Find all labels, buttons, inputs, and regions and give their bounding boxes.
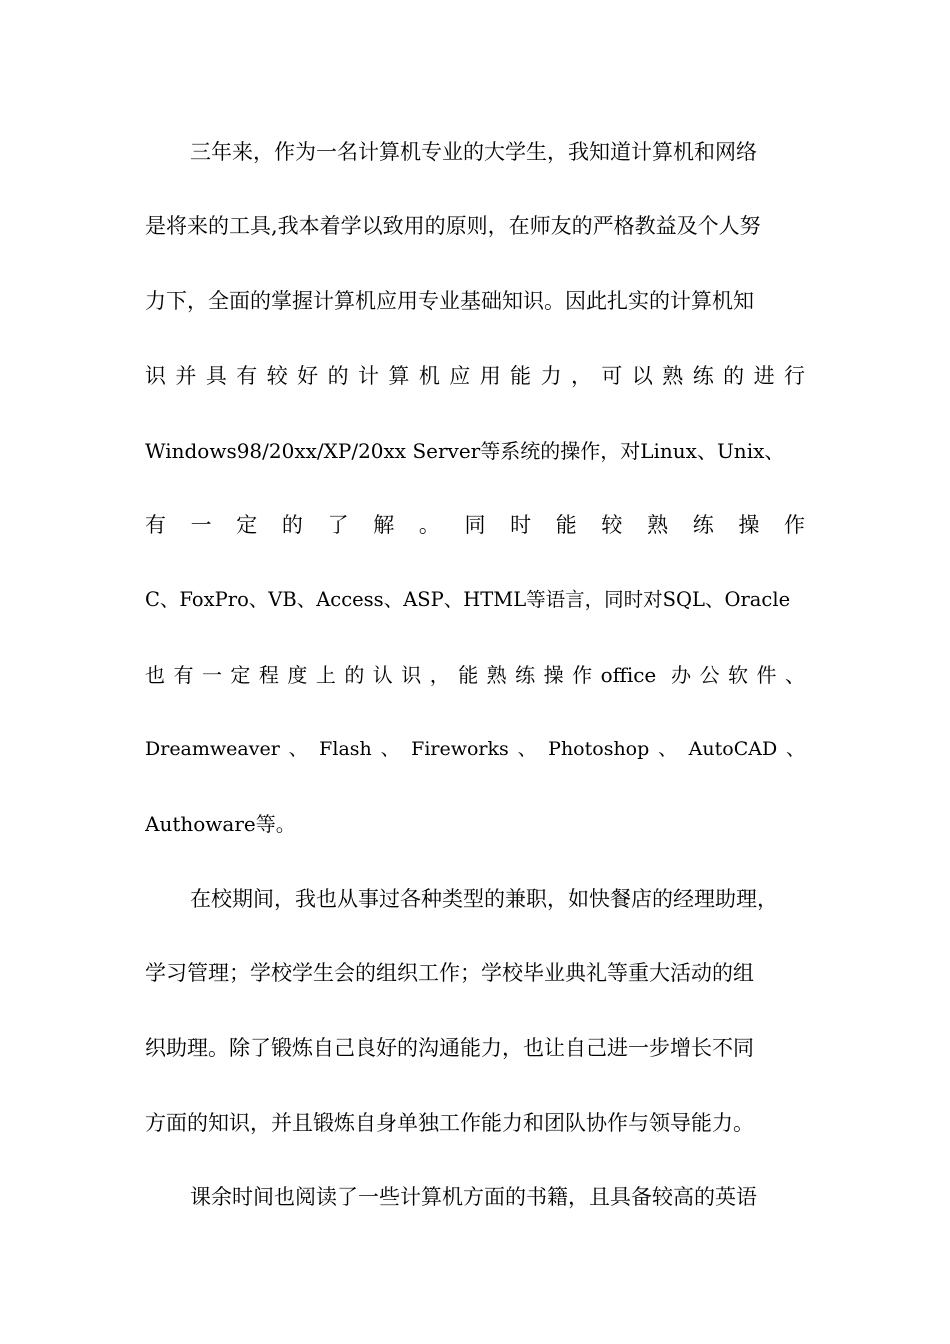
paragraph-1-line-4: 识并具有较好的计算机应用能力，可以熟练的进行 [145, 364, 805, 388]
paragraph-2-line-4: 方面的知识，并且锻炼自身单独工作能力和团队协作与领导能力。 [145, 1111, 754, 1135]
paragraph-3-line-1: 课余时间也阅读了一些计算机方面的书籍，且具备较高的英语 [190, 1185, 757, 1209]
paragraph-2-line-1: 在校期间，我也从事过各种类型的兼职，如快餐店的经理助理， [190, 887, 778, 911]
paragraph-2-line-3: 织助理。除了锻炼自己良好的沟通能力，也让自己进一步增长不同 [145, 1036, 754, 1060]
paragraph-1-line-8: 也有一定程度上的认识，能熟练操作office 办公软件、 [145, 663, 805, 687]
paragraph-1-line-1: 三年来，作为一名计算机专业的大学生，我知道计算机和网络 [190, 140, 757, 164]
paragraph-1-line-9: Dreamweaver 、 Flash 、 Fireworks 、 Photoshop 、 AutoCAD 、 [145, 738, 805, 760]
paragraph-1-line-6: 有一定的了解。同时能较熟练操作 [145, 513, 805, 537]
paragraph-1-line-2: 是将来的工具,我本着学以致用的原则，在师友的严格教益及个人努 [145, 214, 761, 238]
paragraph-1-line-5: Windows98/20xx/XP/20xx Server等系统的操作，对Linux、Unix、 [145, 439, 785, 463]
paragraph-1-line-3: 力下，全面的掌握计算机应用专业基础知识。因此扎实的计算机知 [145, 289, 754, 313]
paragraph-1-line-10: Authoware等。 [145, 812, 296, 836]
paragraph-1-line-7: C、FoxPro、VB、Access、ASP、HTML等语言，同时对SQL、Oracle [145, 588, 791, 611]
paragraph-2-line-2: 学习管理；学校学生会的组织工作；学校毕业典礼等重大活动的组 [145, 961, 754, 985]
